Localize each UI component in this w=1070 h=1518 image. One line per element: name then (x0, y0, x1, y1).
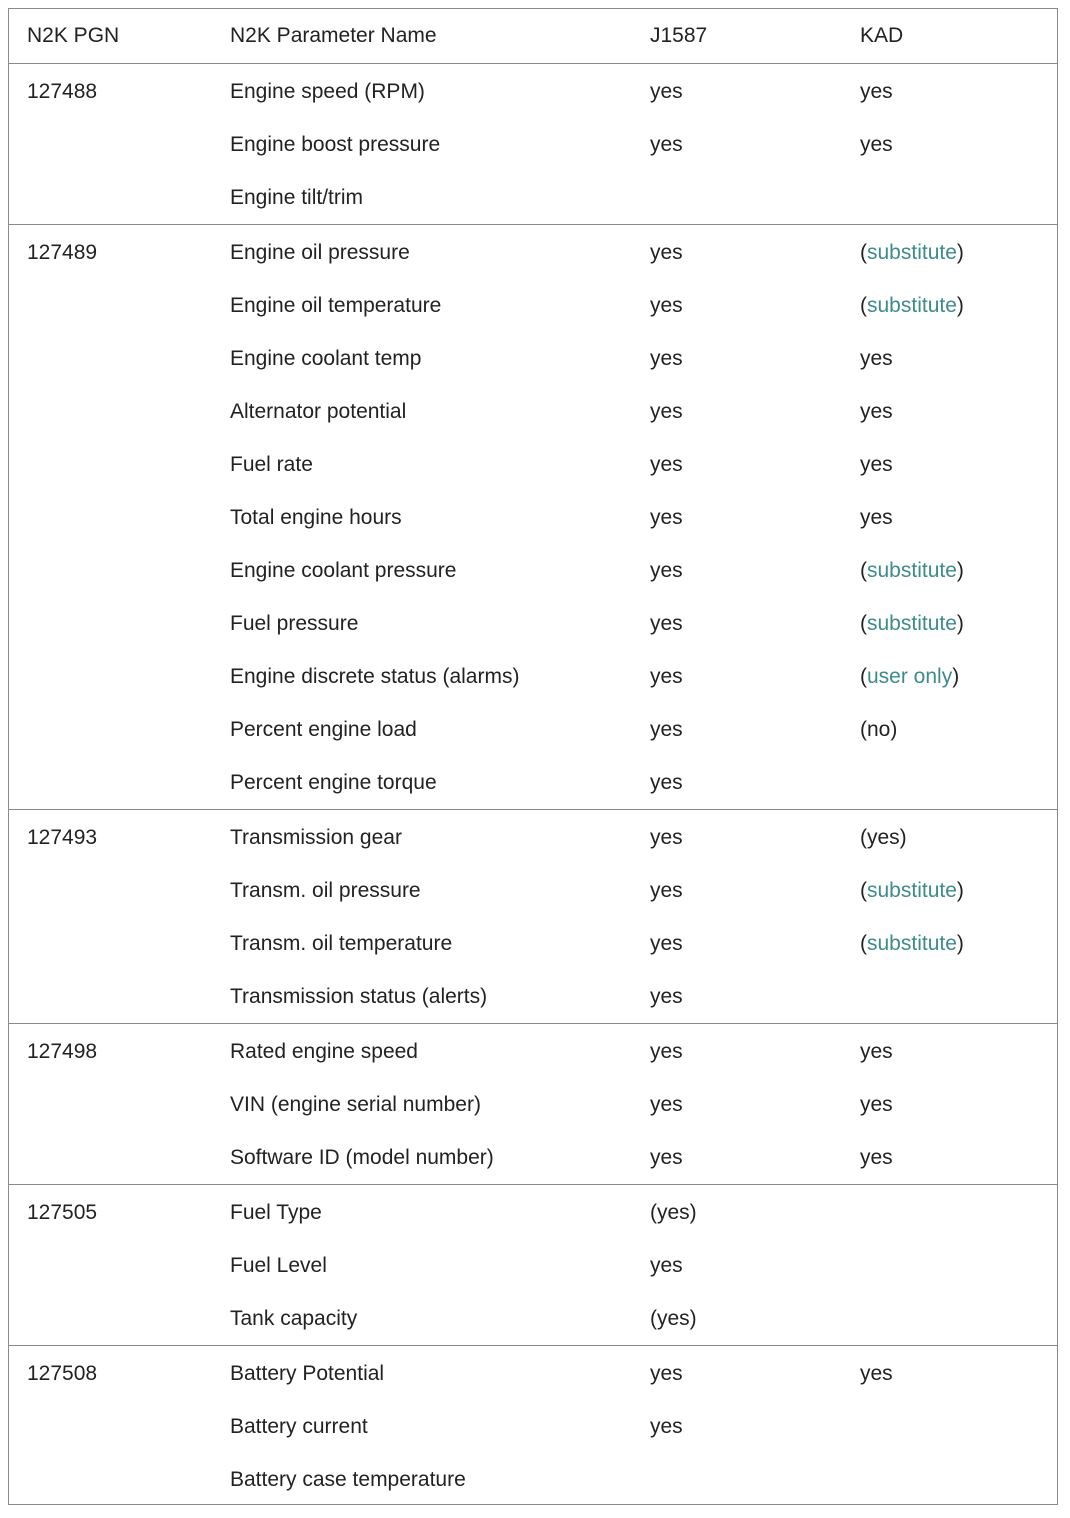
kad-cell: (substitute) (860, 932, 964, 955)
kad-cell: yes (860, 133, 893, 156)
table-row (9, 332, 1057, 385)
j1587-cell: yes (650, 826, 683, 849)
kad-link[interactable]: substitute (867, 879, 957, 902)
parameter-name-cell: Engine tilt/trim (230, 186, 364, 209)
kad-link[interactable]: substitute (867, 294, 957, 317)
j1587-cell: yes (650, 506, 683, 529)
j1587-cell: yes (650, 612, 683, 635)
parameter-name-cell: Engine boost pressure (230, 133, 441, 156)
header-pgn: N2K PGN (27, 24, 120, 47)
table-row (9, 864, 1057, 917)
j1587-cell: (yes) (650, 1307, 697, 1330)
table-row (9, 171, 1057, 224)
table-row (9, 703, 1057, 756)
j1587-cell: yes (650, 294, 683, 317)
kad-cell: yes (860, 1362, 893, 1385)
kad-cell: yes (860, 400, 893, 423)
table-row (9, 226, 1057, 279)
kad-link[interactable]: substitute (867, 559, 957, 582)
table-row (9, 1078, 1057, 1131)
j1587-cell: yes (650, 241, 683, 264)
parameter-name-cell: VIN (engine serial number) (230, 1093, 481, 1116)
parameter-name-cell: Transm. oil pressure (230, 879, 421, 902)
j1587-cell: yes (650, 718, 683, 741)
j1587-cell: yes (650, 133, 683, 156)
pgn-cell: 127498 (27, 1040, 98, 1063)
parameter-name-cell: Battery Potential (230, 1362, 385, 1385)
pgn-cell: 127488 (27, 80, 98, 103)
j1587-cell: yes (650, 1415, 683, 1438)
table-row (9, 118, 1057, 171)
table-row (9, 1292, 1057, 1345)
j1587-cell: yes (650, 985, 683, 1008)
pgn-group (9, 1185, 1057, 1346)
parameter-name-cell: Rated engine speed (230, 1040, 418, 1063)
parameter-name-cell: Percent engine torque (230, 771, 437, 794)
table-header (9, 9, 1057, 64)
pgn-cell: 127508 (27, 1362, 98, 1385)
j1587-cell: yes (650, 1362, 683, 1385)
kad-link[interactable]: substitute (867, 932, 957, 955)
table-row (9, 1186, 1057, 1239)
j1587-cell: yes (650, 771, 683, 794)
j1587-cell: yes (650, 559, 683, 582)
parameter-name-cell: Fuel Type (230, 1201, 322, 1224)
j1587-cell: yes (650, 1146, 683, 1169)
kad-cell: (substitute) (860, 294, 964, 317)
kad-cell: yes (860, 1093, 893, 1116)
table-row (9, 1347, 1057, 1400)
kad-link[interactable]: user only (867, 665, 953, 688)
pgn-group (9, 810, 1057, 1024)
pgn-group (9, 64, 1057, 225)
table-row (9, 650, 1057, 703)
kad-cell: (substitute) (860, 612, 964, 635)
pgn-group (9, 1346, 1057, 1506)
table-row (9, 279, 1057, 332)
table-row (9, 917, 1057, 970)
pgn-cell: 127489 (27, 241, 98, 264)
table-row (9, 1025, 1057, 1078)
header-kad: KAD (860, 24, 904, 47)
table-row (9, 970, 1057, 1023)
parameter-name-cell: Engine oil temperature (230, 294, 442, 317)
kad-cell: yes (860, 1040, 893, 1063)
parameter-name-cell: Engine discrete status (alarms) (230, 665, 520, 688)
parameter-name-cell: Fuel rate (230, 453, 313, 476)
header-j1587: J1587 (650, 24, 708, 47)
pgn-cell: 127505 (27, 1201, 98, 1224)
kad-cell: (no) (860, 718, 898, 741)
kad-link[interactable]: substitute (867, 612, 957, 635)
table-row (9, 597, 1057, 650)
parameter-table (8, 8, 1058, 1505)
parameter-name-cell: Engine coolant pressure (230, 559, 457, 582)
j1587-cell: (yes) (650, 1201, 697, 1224)
parameter-name-cell: Software ID (model number) (230, 1146, 494, 1169)
pgn-group (9, 1024, 1057, 1185)
kad-cell: (substitute) (860, 879, 964, 902)
kad-cell: (user only) (860, 665, 960, 688)
parameter-name-cell: Engine speed (RPM) (230, 80, 425, 103)
table-row (9, 811, 1057, 864)
kad-link[interactable]: substitute (867, 241, 957, 264)
j1587-cell: yes (650, 347, 683, 370)
parameter-name-cell: Percent engine load (230, 718, 417, 741)
table-row (9, 544, 1057, 597)
j1587-cell: yes (650, 1254, 683, 1277)
header-parameter-name: N2K Parameter Name (230, 24, 437, 47)
table-row (9, 385, 1057, 438)
table-row (9, 438, 1057, 491)
parameter-name-cell: Transmission gear (230, 826, 402, 849)
table-row (9, 1131, 1057, 1184)
parameter-name-cell: Battery current (230, 1415, 368, 1438)
parameter-name-cell: Fuel pressure (230, 612, 359, 635)
j1587-cell: yes (650, 1040, 683, 1063)
parameter-name-cell: Transm. oil temperature (230, 932, 453, 955)
kad-cell: yes (860, 1146, 893, 1169)
parameter-name-cell: Total engine hours (230, 506, 402, 529)
kad-cell: yes (860, 453, 893, 476)
j1587-cell: yes (650, 453, 683, 476)
j1587-cell: yes (650, 400, 683, 423)
table-row (9, 65, 1057, 118)
j1587-cell: yes (650, 665, 683, 688)
table-row (9, 1453, 1057, 1506)
pgn-cell: 127493 (27, 826, 98, 849)
parameter-name-cell: Battery case temperature (230, 1468, 466, 1491)
kad-cell: yes (860, 506, 893, 529)
table-row (9, 1400, 1057, 1453)
j1587-cell: yes (650, 879, 683, 902)
parameter-name-cell: Engine oil pressure (230, 241, 410, 264)
parameter-name-cell: Engine coolant temp (230, 347, 422, 370)
table-row (9, 491, 1057, 544)
parameter-name-cell: Tank capacity (230, 1307, 358, 1330)
kad-cell: (substitute) (860, 559, 964, 582)
j1587-cell: yes (650, 932, 683, 955)
parameter-name-cell: Fuel Level (230, 1254, 327, 1277)
j1587-cell: yes (650, 1093, 683, 1116)
kad-cell: yes (860, 347, 893, 370)
table-row (9, 1239, 1057, 1292)
kad-cell: (yes) (860, 826, 907, 849)
parameter-name-cell: Alternator potential (230, 400, 407, 423)
kad-cell: yes (860, 80, 893, 103)
pgn-group (9, 225, 1057, 810)
kad-cell: (substitute) (860, 241, 964, 264)
table-row (9, 756, 1057, 809)
parameter-name-cell: Transmission status (alerts) (230, 985, 488, 1008)
j1587-cell: yes (650, 80, 683, 103)
